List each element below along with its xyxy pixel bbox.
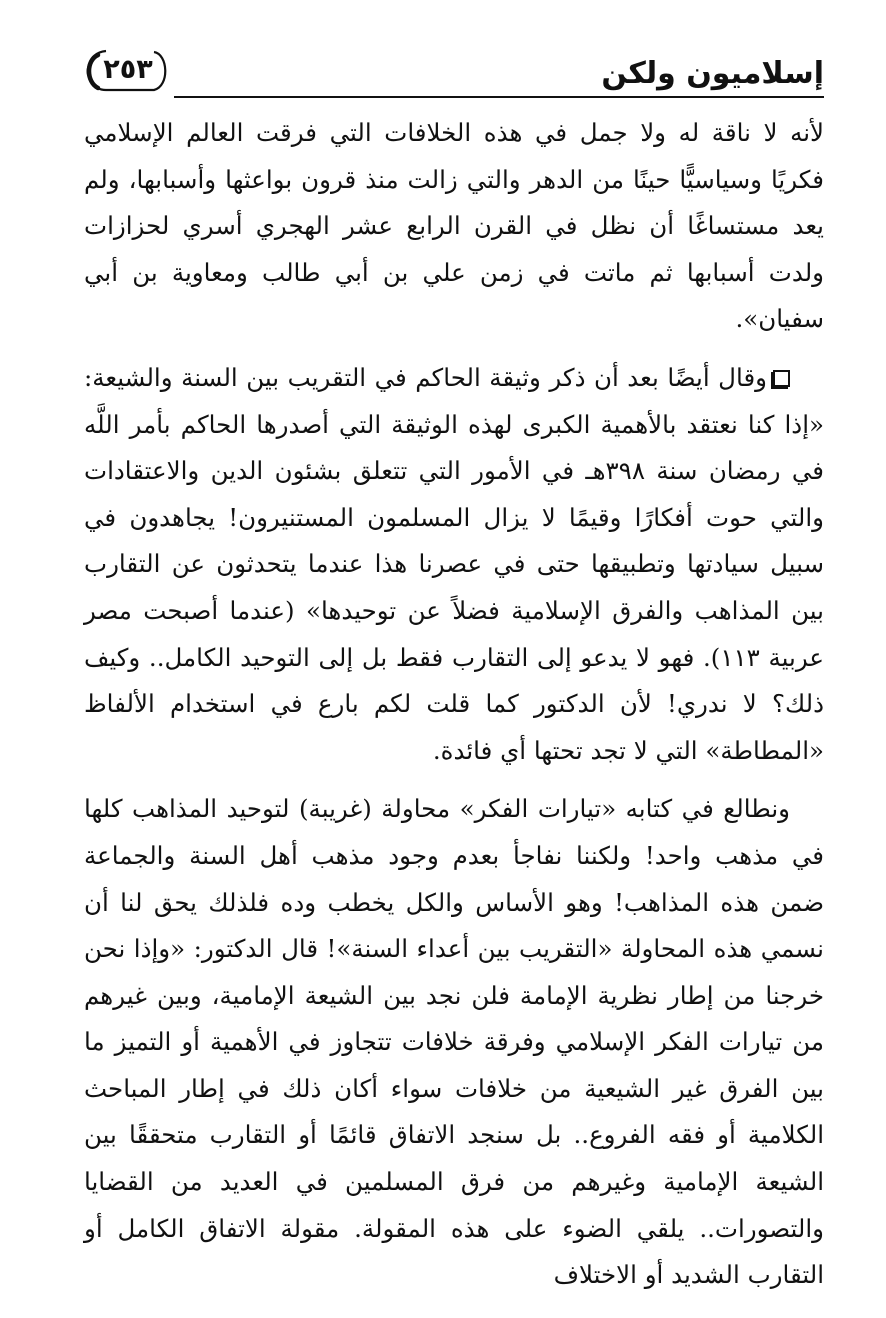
- paragraph-2: [84, 355, 824, 774]
- square-bullet-icon: [773, 370, 790, 387]
- paragraph-2-text: وقال أيضًا بعد أن ذكر وثيقة الحاكم في التقريب بين السنة والشيعة: «إذا كنا نعتقد بالأهمية الكبرى لهذه الوثيقة التي أصدرها الحاكم بأمر اللَّه في رمضان سنة ٣٩٨هـ في الأمور التي تتعلق بشئون الدين والاعتقادات والتي حوت أفكارًا وقيمًا لا يزال المسلمون المستنيرون! يجاهدون في سبيل سيادتها وتطبيقها حتى في عصرنا هذا عندما يتحدثون عن التقارب بين المذاهب والفرق الإسلامية فضلاً عن توحيدها» (عندما أصبحت مصر عربية ١١٣). فهو لا يدعو إلى التقارب فقط بل إلى التوحيد الكامل.. وكيف ذلك؟ لا ندري! لأن الدكتور كما قلت لكم بارع في استخدام الألفاظ «المطاطة» التي لا تجد تحتها أي فائدة.: [84, 362, 824, 765]
- paragraph-1: لأنه لا ناقة له ولا جمل في هذه الخلافات التي فرقت العالم الإسلامي فكريًا وسياسيًّا حينًا من الدهر والتي زالت منذ قرون بواعثها وأسبابها، ولم يعد مستساغًا أن نظل في القرن الرابع عشر الهجري أسري لحزازات ولدت أسبابها ثم ماتت في زمن علي بن أبي طالب ومعاوية بن أبي سفيان».: [84, 118, 824, 334]
- page-header: [84, 40, 824, 100]
- header-rule: [174, 96, 824, 98]
- running-title: إسلاميون ولكن: [601, 56, 824, 91]
- page-number: ٢٥٣: [103, 54, 153, 85]
- page-number-badge: [84, 46, 168, 96]
- body-text: [84, 110, 824, 1299]
- paragraph-3: ونطالع في كتابه «تيارات الفكر» محاولة (غريبة) لتوحيد المذاهب كلها في مذهب واحد! ولكننا نفاجأ بعدم وجود مذهب أهل السنة والجماعة ضمن هذه المذاهب! وهو الأساس والكل يخطب وده فلذلك يحق لنا أن نسمي هذه المحاولة «التقريب بين أعداء السنة»! قال الدكتور: «وإذا نحن خرجنا من إطار نظرية الإمامة فلن نجد بين الشيعة الإمامية، وبين غيرهم من تيارات الفكر الإسلامي وفرقة خلافات تتجاوز في الأهمية أو التميز ما بين الفرق غير الشيعية من خلافات سواء أكان ذلك في إطار المباحث الكلامية أو فقه الفروع.. بل سنجد الاتفاق قائمًا أو التقارب متحققًا بين الشيعة الإمامية وغيرهم من فرق المسلمين في العديد من القضايا والتصورات.. يلقي الضوء على هذه المقولة. مقولة الاتفاق الكامل أو التقارب الشديد أو الاختلاف: [84, 794, 824, 1290]
